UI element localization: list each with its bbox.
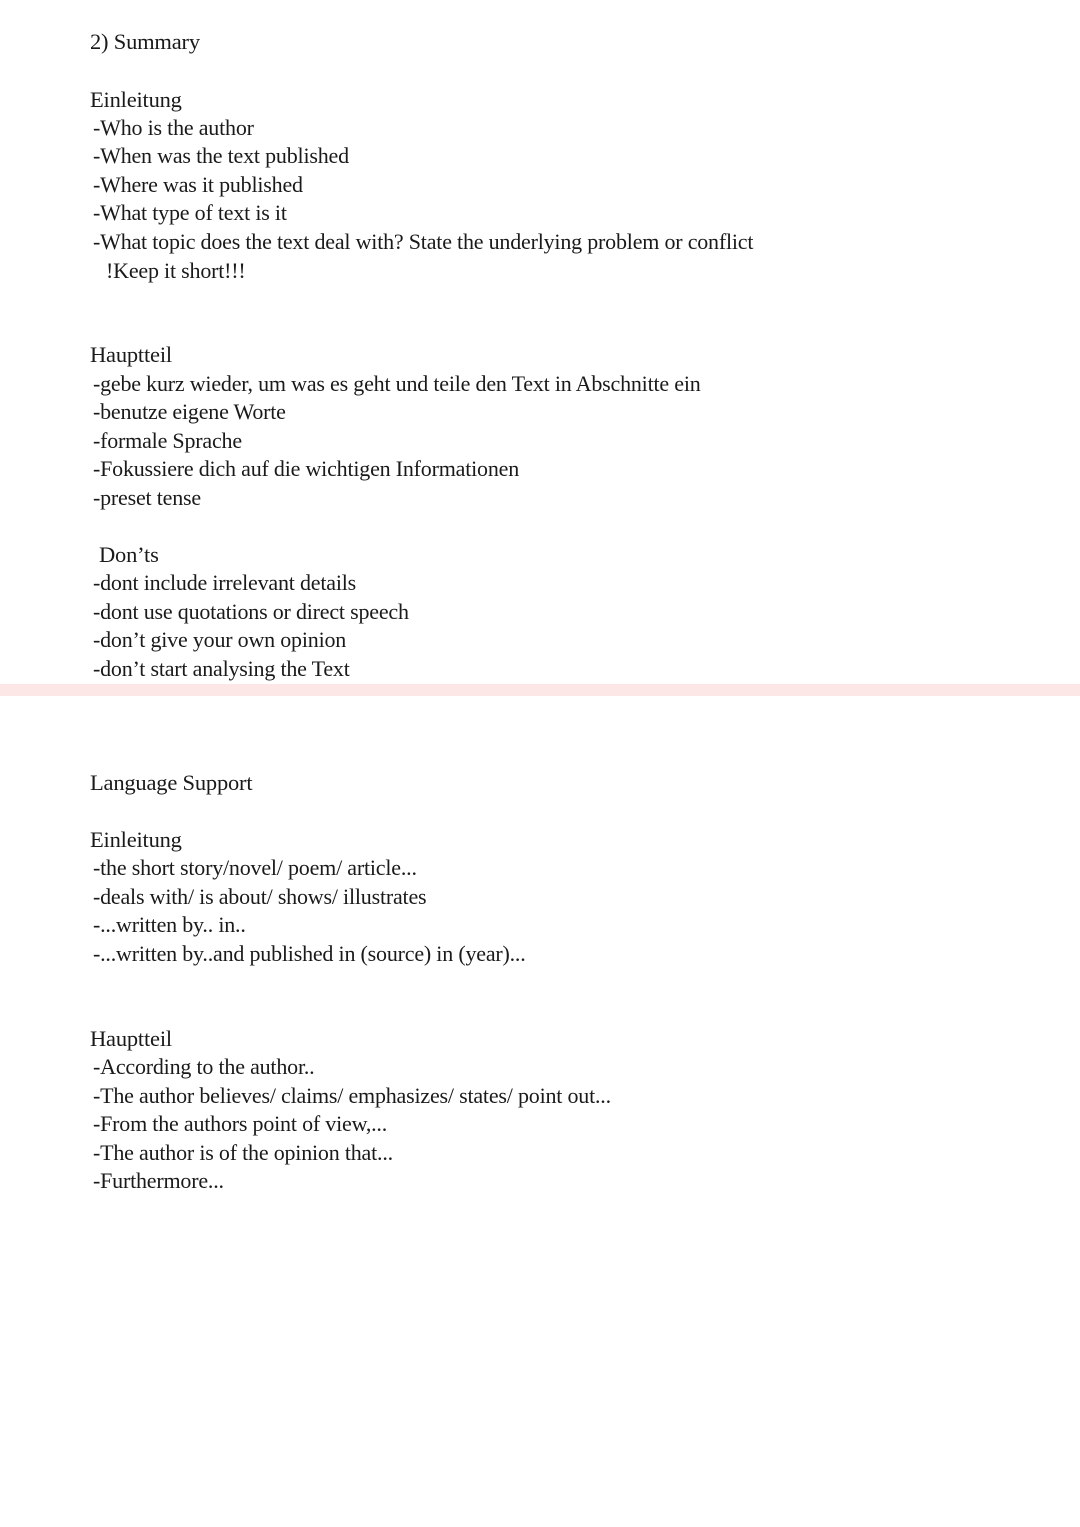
list-item: -deals with/ is about/ shows/ illustrates bbox=[93, 884, 427, 909]
list-item: -...written by..and published in (source) in (year)... bbox=[93, 941, 526, 966]
list-item: -From the authors point of view,... bbox=[93, 1111, 388, 1136]
list-item: -What topic does the text deal with? State the underlying problem or conflict bbox=[93, 229, 754, 254]
language-support-title: Language Support bbox=[90, 770, 253, 795]
list-item: -Fokussiere dich auf die wichtigen Informationen bbox=[93, 456, 519, 481]
list-item: -The author believes/ claims/ emphasizes/ states/ point out... bbox=[93, 1083, 611, 1108]
donts-heading: Don’ts bbox=[99, 542, 159, 567]
list-item: -preset tense bbox=[93, 485, 201, 510]
summary-title: 2) Summary bbox=[90, 29, 200, 54]
list-item: -What type of text is it bbox=[93, 200, 287, 225]
list-item: -the short story/novel/ poem/ article... bbox=[93, 855, 417, 880]
list-item: -Furthermore... bbox=[93, 1168, 224, 1193]
list-item: -dont include irrelevant details bbox=[93, 570, 357, 595]
list-item: -don’t give your own opinion bbox=[93, 627, 347, 652]
einleitung-heading: Einleitung bbox=[90, 827, 182, 852]
list-item: -When was the text published bbox=[93, 143, 349, 168]
list-item: -Where was it published bbox=[93, 172, 303, 197]
list-item: -formale Sprache bbox=[93, 428, 242, 453]
keep-short-note: !Keep it short!!! bbox=[106, 258, 246, 283]
hauptteil-heading: Hauptteil bbox=[90, 342, 172, 367]
list-item: -According to the author.. bbox=[93, 1054, 315, 1079]
list-item: -The author is of the opinion that... bbox=[93, 1140, 393, 1165]
einleitung-heading: Einleitung bbox=[90, 87, 182, 112]
document-page-2 bbox=[0, 696, 1080, 1527]
document-page-1 bbox=[0, 0, 1080, 684]
list-item: -gebe kurz wieder, um was es geht und teile den Text in Abschnitte ein bbox=[93, 371, 701, 396]
list-item: -don’t start analysing the Text bbox=[93, 656, 350, 681]
page-separator bbox=[0, 684, 1080, 696]
list-item: -...written by.. in.. bbox=[93, 912, 246, 937]
list-item: -benutze eigene Worte bbox=[93, 399, 286, 424]
hauptteil-heading: Hauptteil bbox=[90, 1026, 172, 1051]
list-item: -dont use quotations or direct speech bbox=[93, 599, 409, 624]
list-item: -Who is the author bbox=[93, 115, 254, 140]
